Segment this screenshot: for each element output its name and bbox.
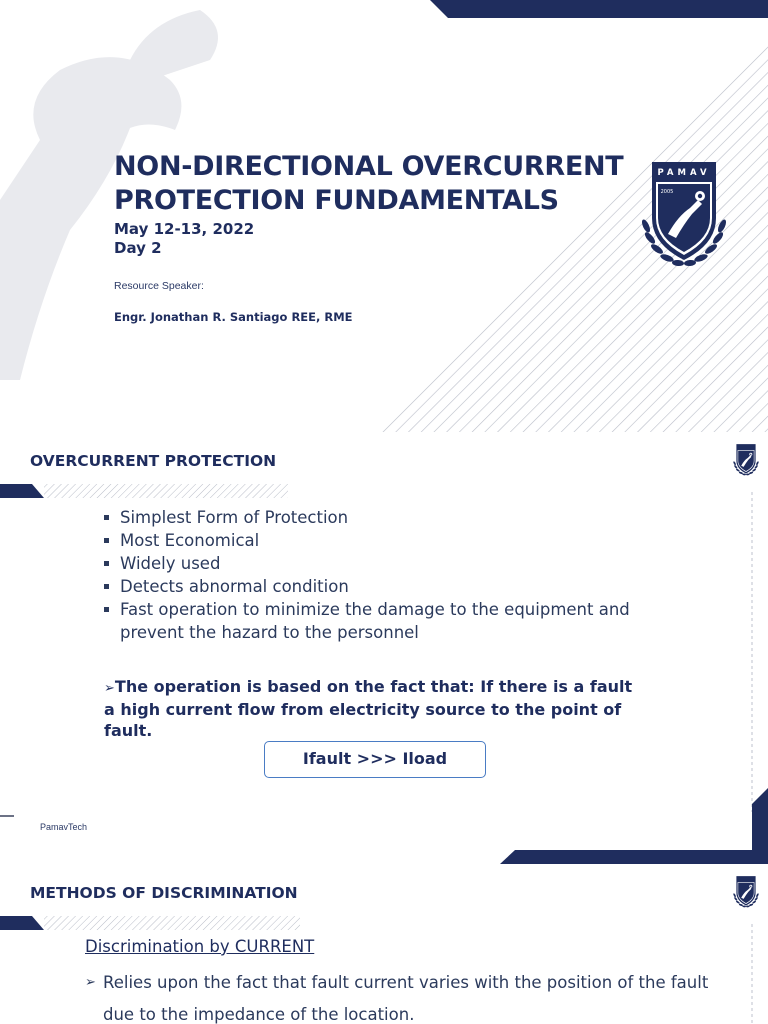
footer-brand: PamavTech <box>40 822 88 832</box>
slide2-decor <box>0 432 768 864</box>
bullet-item: Detects abnormal condition <box>102 575 662 598</box>
presentation-title: NON-DIRECTIONAL OVERCURRENT PROTECTION FUNDAMENTALS <box>114 151 624 216</box>
top-accent-bar <box>430 0 768 18</box>
pamav-crest-logo <box>634 156 734 274</box>
bullet-item: Simplest Form of Protection <box>102 506 662 529</box>
discrimination-body: ➢ Relies upon the fact that fault current varies with the position of the fault due to the impedance of the location. <box>85 967 723 1024</box>
bullet-item: Most Economical <box>102 529 662 552</box>
speaker-name: Engr. Jonathan R. Santiago REE, RME <box>114 310 353 324</box>
overcurrent-protection-slide <box>0 432 768 864</box>
bullet-item: Fast operation to minimize the damage to the equipment and prevent the hazard to the personnel <box>102 598 662 644</box>
title-slide <box>0 0 768 432</box>
svg-text:PAMAV: PAMAV <box>657 168 711 178</box>
slide-heading: OVERCURRENT PROTECTION <box>30 452 277 470</box>
speaker-label: Resource Speaker: <box>114 280 204 292</box>
svg-text:2005: 2005 <box>660 189 674 195</box>
pamav-crest-small-icon <box>731 870 761 914</box>
discrimination-subheading: Discrimination by CURRENT <box>85 937 315 956</box>
operation-statement: ➢The operation is based on the fact that: If there is a fault a high current flow from electricity source to the point of fault. <box>104 677 633 740</box>
arrow-bullet-icon: ➢ <box>85 975 96 990</box>
pamav-crest-small-icon <box>731 438 761 482</box>
arrow-bullet-icon: ➢ <box>104 681 115 696</box>
heading-stripe-bar <box>44 484 288 498</box>
slide-heading: METHODS OF DISCRIMINATION <box>30 884 298 902</box>
presentation-date: May 12-13, 2022 Day 2 <box>114 220 255 257</box>
heading-accent-bar <box>0 916 44 930</box>
bullet-list <box>102 506 662 644</box>
heading-stripe-bar <box>44 916 300 930</box>
bottom-accent-bar <box>500 850 768 864</box>
bullet-item: Widely used <box>102 552 662 575</box>
formula-box: Ifault >>> Iload <box>264 741 486 778</box>
heading-accent-bar <box>0 484 44 498</box>
methods-of-discrimination-slide <box>0 864 768 1024</box>
